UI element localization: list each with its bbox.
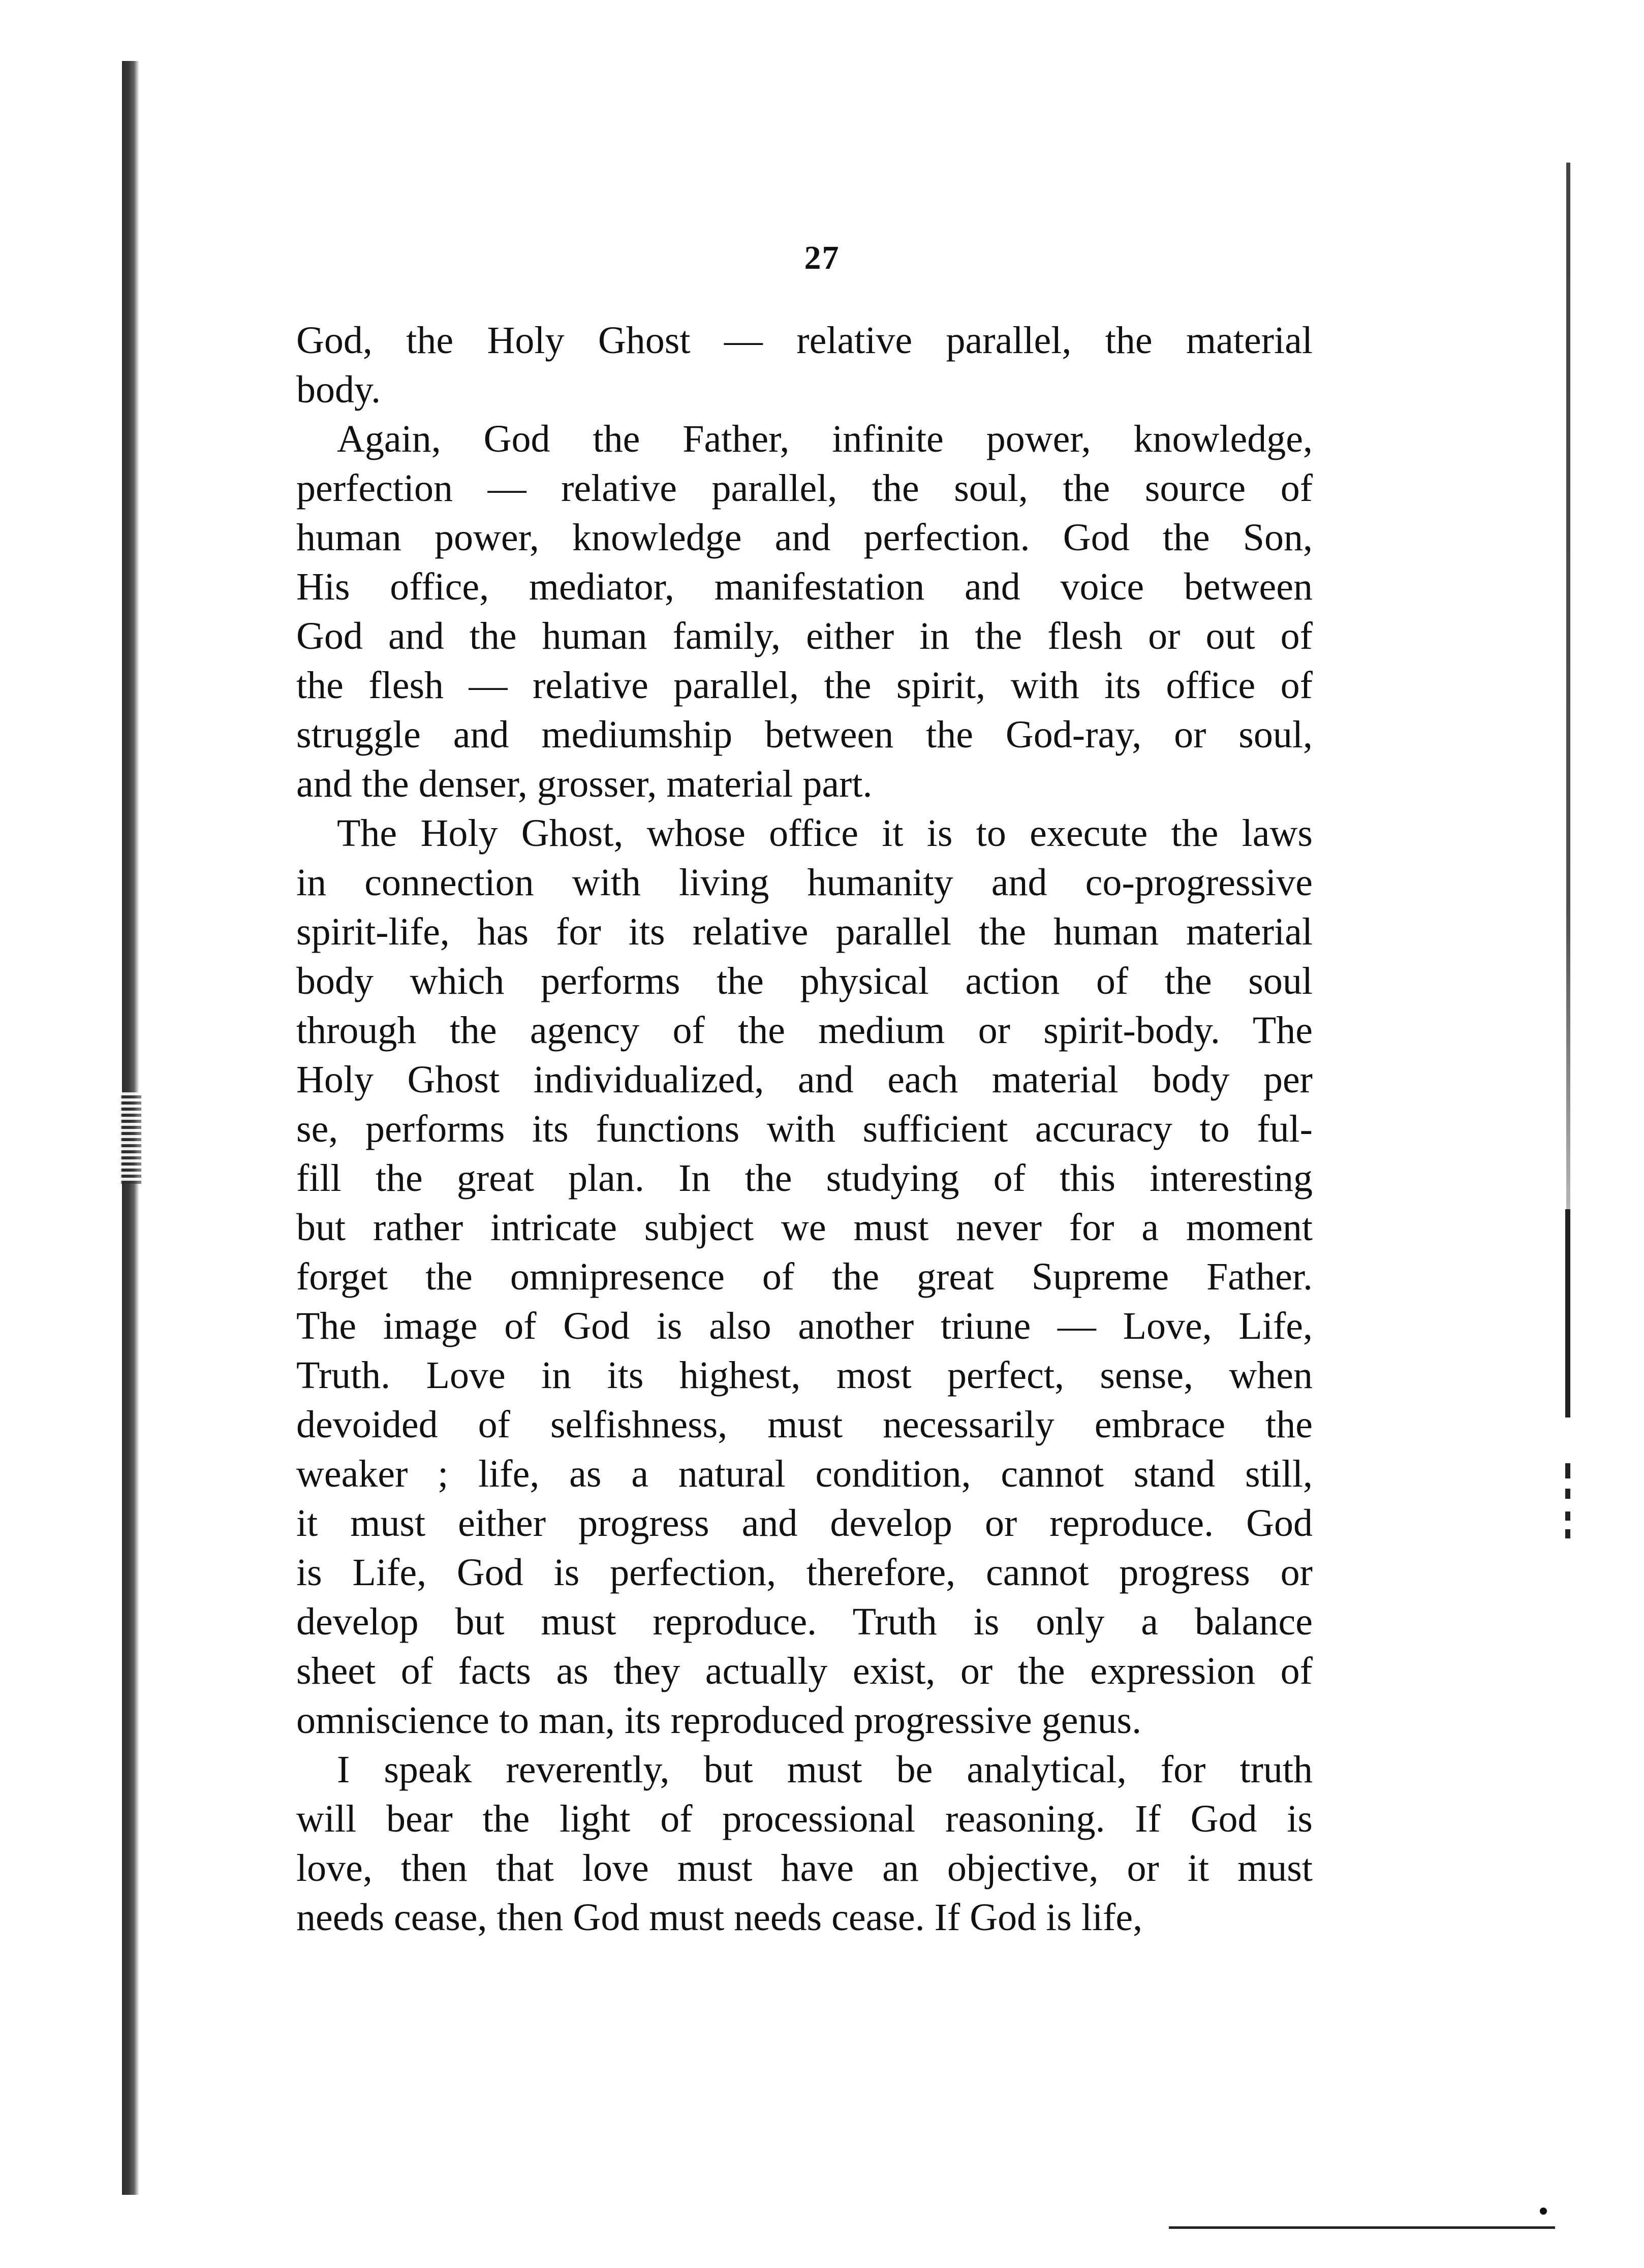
text-line: the flesh — relative parallel, the spirit, with its office of — [296, 664, 1313, 707]
text-line: struggle and mediumship between the God-ray, or soul, — [296, 713, 1313, 756]
text-line: The Holy Ghost, whose office it is to execute the laws — [337, 812, 1313, 855]
text-line: His office, mediator, manifestation and voice between — [296, 565, 1313, 608]
text-line: body. — [296, 368, 381, 411]
right-margin-mark — [1565, 1529, 1570, 1538]
text-line: fill the great plan. In the studying of this interesting — [296, 1157, 1313, 1200]
text-line: spirit-life, has for its relative parallel the human material — [296, 910, 1313, 953]
page-number: 27 — [804, 239, 840, 276]
bottom-dot — [1540, 2208, 1547, 2215]
text-line: human power, knowledge and perfection. God the Son, — [296, 516, 1313, 559]
text-line: Truth. Love in its highest, most perfect, sense, when — [296, 1354, 1313, 1397]
text-line: body which performs the physical action of the soul — [296, 960, 1313, 1002]
right-margin-mark — [1565, 1362, 1570, 1418]
text-line: in connection with living humanity and co-progressive — [296, 861, 1313, 904]
paragraph — [296, 809, 1313, 1745]
binding-edge-speckle — [121, 1092, 141, 1184]
text-line: God, the Holy Ghost — relative parallel, the material — [296, 319, 1313, 362]
paragraph — [296, 415, 1313, 809]
text-line: se, performs its functions with sufficient accuracy to ful- — [296, 1108, 1313, 1150]
text-line: sheet of facts as they actually exist, or the expression of — [296, 1650, 1313, 1692]
text-line: omniscience to man, its reproduced progressive genus. — [296, 1699, 1142, 1742]
text-line: The image of God is also another triune — Love, Life, — [296, 1305, 1313, 1347]
bottom-rule — [1169, 2226, 1555, 2229]
text-line: weaker ; life, as a natural condition, cannot stand still, — [296, 1453, 1313, 1495]
text-line: will bear the light of processional reasoning. If God is — [296, 1798, 1313, 1840]
text-line: and the denser, grosser, material part. — [296, 763, 873, 805]
paragraph — [296, 316, 1313, 415]
right-margin-mark — [1565, 1489, 1570, 1499]
text-line: it must either progress and develop or reproduce. God — [296, 1502, 1313, 1545]
text-line: through the agency of the medium or spirit-body. The — [296, 1009, 1313, 1052]
text-line: perfection — relative parallel, the soul, the source of — [296, 467, 1313, 510]
text-line: forget the omnipresence of the great Supreme Father. — [296, 1255, 1313, 1298]
text-line: Holy Ghost individualized, and each material body per — [296, 1058, 1313, 1101]
body-text — [296, 316, 1313, 1942]
right-margin-mark — [1565, 1463, 1570, 1478]
text-line: I speak reverently, but must be analytical, for truth — [337, 1748, 1313, 1791]
paragraph — [296, 1745, 1313, 1942]
text-line: but rather intricate subject we must never for a moment — [296, 1206, 1313, 1249]
text-line: God and the human family, either in the flesh or out of — [296, 615, 1313, 657]
text-line: needs cease, then God must needs cease. If God is life, — [296, 1896, 1143, 1939]
right-margin-mark — [1565, 1511, 1570, 1521]
text-line: Again, God the Father, infinite power, knowledge, — [337, 418, 1313, 460]
text-line: is Life, God is perfection, therefore, cannot progress or — [296, 1551, 1313, 1594]
text-line: devoided of selfishness, must necessarily embrace the — [296, 1403, 1313, 1446]
text-line: develop but must reproduce. Truth is only a balance — [296, 1600, 1313, 1643]
text-line: love, then that love must have an objective, or it must — [296, 1847, 1313, 1889]
